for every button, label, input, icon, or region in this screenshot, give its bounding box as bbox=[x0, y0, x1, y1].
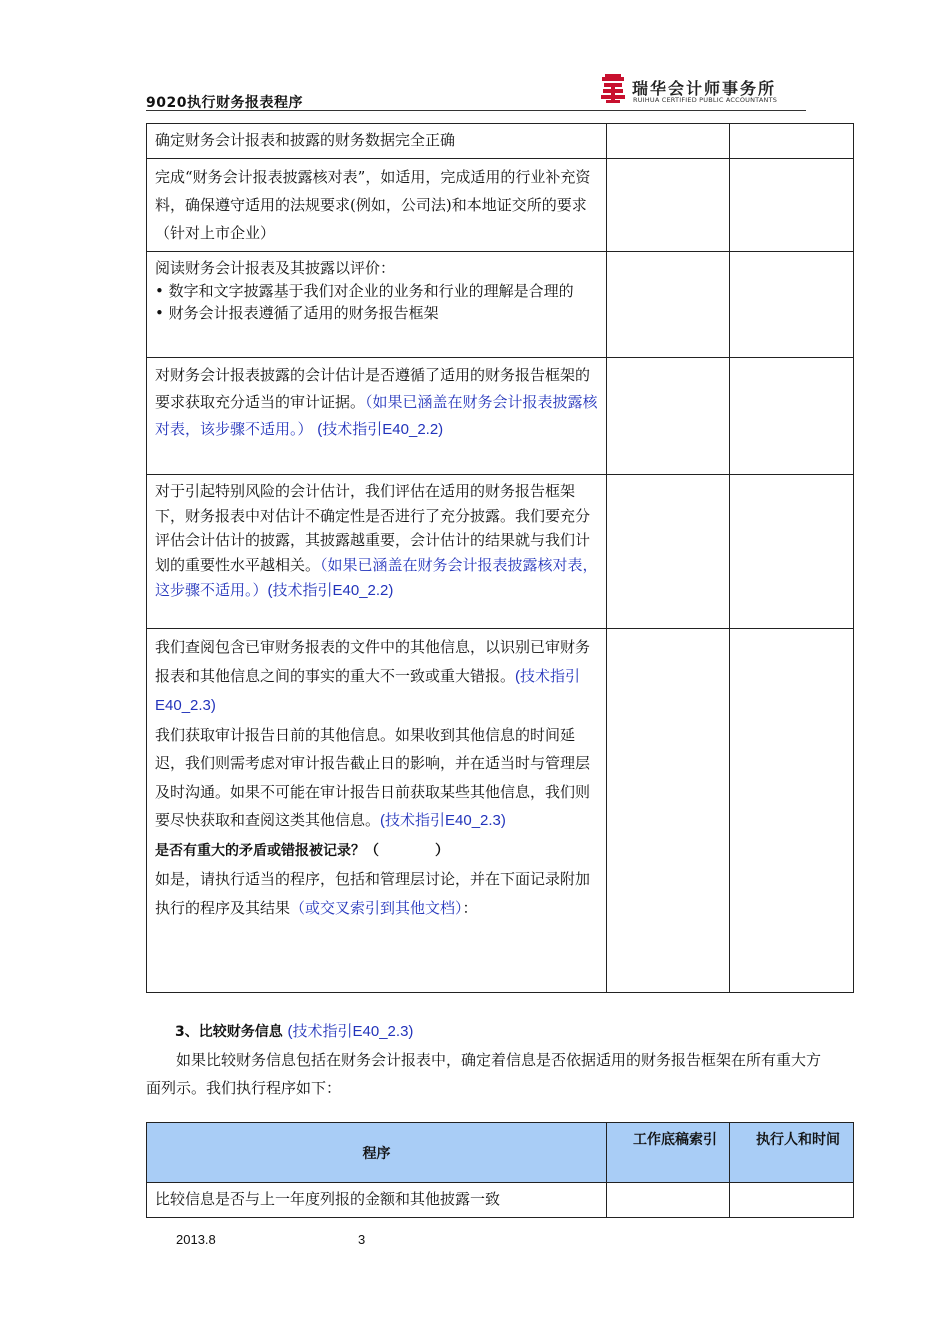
workpaper-ref-cell[interactable] bbox=[607, 159, 730, 252]
procedure-cell: 对于引起特别风险的会计估计，我们评估在适用的财务报告框架下，财务报表中对估计不确定性是否进行了充分披露。我们要充分评估会计估计的披露，其披露越重要，会计估计的结果就与我们计划的重要性水平越相关。（如果已涵盖在财务会计报表披露核对表，这步骤不适用。）(技术指引E40_2.2) bbox=[147, 475, 607, 629]
table-row bbox=[147, 358, 854, 475]
performer-cell[interactable] bbox=[730, 1183, 854, 1218]
procedure-cell: 比较信息是否与上一年度列报的金额和其他披露一致 bbox=[147, 1183, 607, 1218]
firm-name-english: RUIHUA CERTIFIED PUBLIC ACCOUNTANTS bbox=[633, 96, 778, 104]
tech-guide-ref[interactable]: (技术指引E40_2.2) bbox=[317, 421, 444, 438]
table-row bbox=[147, 124, 854, 159]
applicability-note: （如果已涵盖在财务会计报表披露核对表，该步骤不适用。） bbox=[155, 394, 598, 438]
column-header-procedure: 程序 bbox=[147, 1123, 607, 1183]
section-paragraph: 如果比较财务信息包括在财务会计报表中，确定着信息是否依据适用的财务报告框架在所有重大方面列示。我们执行程序如下： bbox=[146, 1051, 822, 1097]
procedure-table-2 bbox=[146, 1122, 854, 1218]
applicability-note: （如果已涵盖在财务会计报表披露核对表，这步骤不适用。） bbox=[155, 556, 598, 599]
workpaper-ref-cell[interactable] bbox=[607, 629, 730, 993]
procedure-cell: 对财务会计报表披露的会计估计是否遵循了适用的财务报告框架的要求获取充分适当的审计证据。（如果已涵盖在财务会计报表披露核对表，该步骤不适用。） (技术指引E40_2.2) bbox=[147, 358, 607, 475]
performer-cell[interactable] bbox=[730, 252, 854, 358]
tech-guide-ref[interactable]: (技术指引E40_2.2) bbox=[267, 582, 394, 599]
page-number: 3 bbox=[358, 1232, 366, 1247]
table-row bbox=[147, 629, 854, 993]
table-row bbox=[147, 1183, 854, 1218]
procedure-cell: 我们查阅包含已审财务报表的文件中的其他信息，以识别已审财务报表和其他信息之间的事实的重大不一致或重大错报。(技术指引E40_2.3) 我们获取审计报告日前的其他信息。如果收到其他信息的时间延迟，我们则需考虑对审计报告截止日的影响，并在适当时与管理层及时沟通。如果不可能在审计报告日前获取某些其他信息，我们则要尽快获取和查阅这类其他信息。(技术指引E40_2.3) 是否有重大的矛盾或错报被记录？（ ） 如是，请执行适当的程序，包括和管理层讨论，并在下面记录附加执行的程序及其结果（或交叉索引到其他文档）： bbox=[147, 629, 607, 993]
column-header-workpaper-ref: 工作底稿索引 bbox=[607, 1123, 730, 1183]
workpaper-ref-cell[interactable] bbox=[607, 358, 730, 475]
procedure-cell: 完成“财务会计报表披露核对表”，如适用，完成适用的行业补充资料，确保遵守适用的法规要求(例如，公司法)和本地证交所的要求（针对上市企业） bbox=[147, 159, 607, 252]
cross-reference-note: （或交叉索引到其他文档） bbox=[290, 899, 463, 917]
procedure-cell bbox=[147, 252, 607, 358]
workpaper-ref-cell[interactable] bbox=[607, 124, 730, 159]
procedure-intro: 阅读财务会计报表及其披露以评价： bbox=[155, 259, 396, 277]
workpaper-ref-cell[interactable] bbox=[607, 1183, 730, 1218]
table-row bbox=[147, 252, 854, 358]
performer-cell[interactable] bbox=[730, 475, 854, 629]
performer-cell[interactable] bbox=[730, 629, 854, 993]
tech-guide-ref[interactable]: (技术指引E40_2.3) bbox=[155, 667, 581, 714]
footer-date: 2013.8 bbox=[176, 1232, 216, 1247]
firm-logo bbox=[600, 74, 810, 108]
document-title: 9020执行财务报表程序 bbox=[146, 95, 303, 111]
procedure-cell: 确定财务会计报表和披露的财务数据完全正确 bbox=[147, 124, 607, 159]
firm-name: 瑞华会计师事务所 bbox=[632, 79, 777, 98]
table-header-row bbox=[147, 1123, 854, 1183]
performer-cell[interactable] bbox=[730, 159, 854, 252]
procedure-table-1 bbox=[146, 123, 854, 993]
tech-guide-ref[interactable]: (技术指引E40_2.3) bbox=[380, 812, 506, 829]
workpaper-ref-cell[interactable] bbox=[607, 252, 730, 358]
performer-cell[interactable] bbox=[730, 358, 854, 475]
section-heading: 3、比较财务信息 (技术指引E40_2.3) bbox=[175, 1023, 414, 1040]
table-row bbox=[147, 475, 854, 629]
bullet-item: • 数字和文字披露基于我们对企业的业务和行业的理解是合理的 bbox=[155, 282, 574, 300]
tech-guide-ref[interactable]: (技术指引E40_2.3) bbox=[287, 1023, 414, 1040]
misstatement-question: 是否有重大的矛盾或错报被记录？（ ） bbox=[155, 842, 449, 859]
column-header-performer: 执行人和时间 bbox=[730, 1123, 854, 1183]
header-divider bbox=[146, 110, 806, 111]
performer-cell[interactable] bbox=[730, 124, 854, 159]
firm-logo-icon bbox=[600, 74, 626, 104]
workpaper-ref-cell[interactable] bbox=[607, 475, 730, 629]
table-row bbox=[147, 159, 854, 252]
bullet-item: • 财务会计报表遵循了适用的财务报告框架 bbox=[155, 304, 439, 322]
